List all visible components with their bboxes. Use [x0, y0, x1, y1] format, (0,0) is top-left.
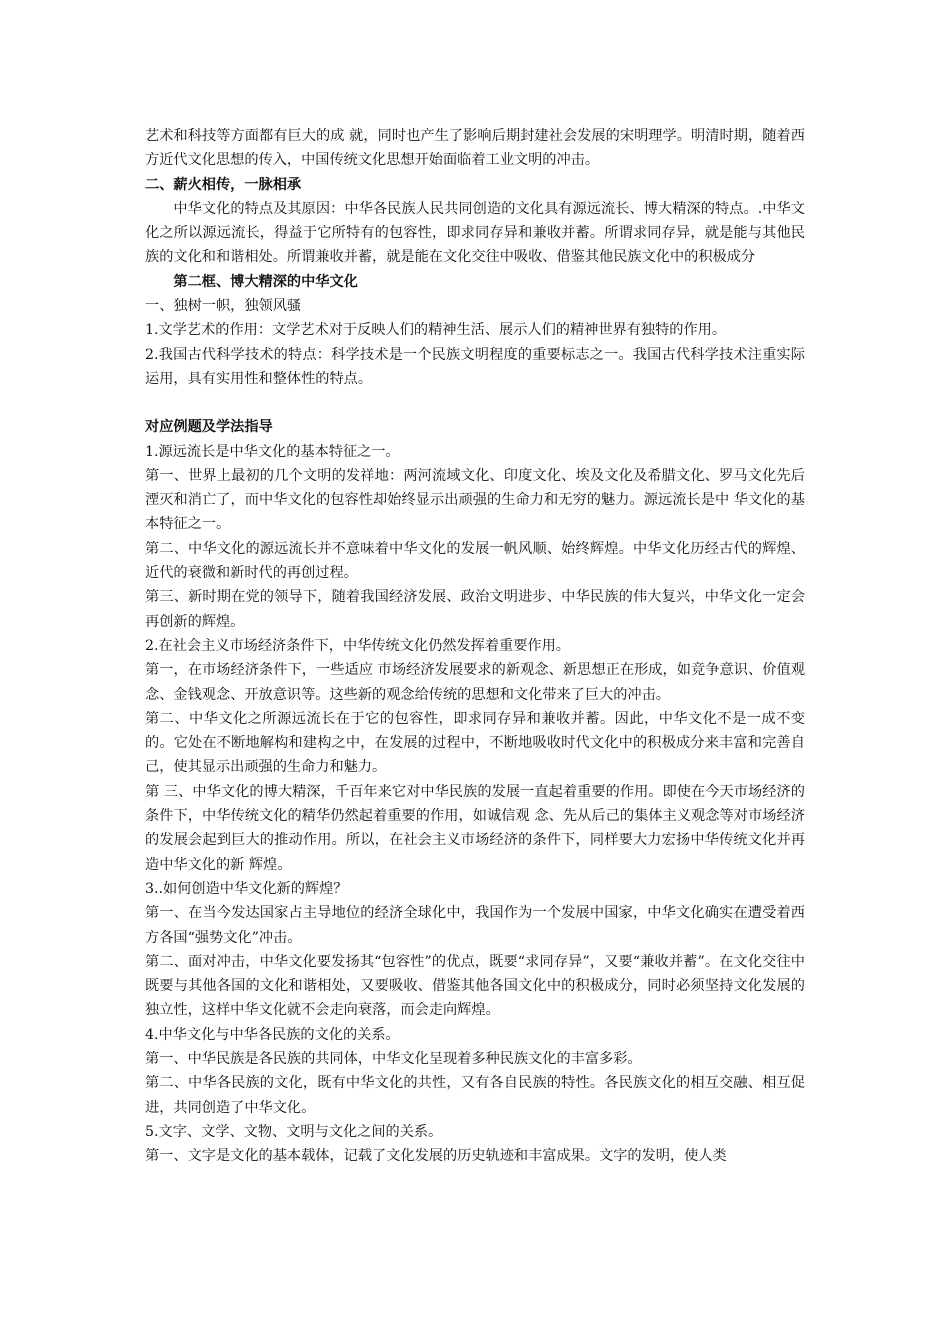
frame2-subheading: 一、独树一帜，独领风骚	[145, 298, 302, 315]
question-3-point-2: 第二、面对冲击，中华文化要发扬其“包容性”的优点，既要“求同存异”，又要“兼收并蓄”。在文化交往中既要与其他各国的文化和谐相处，又要吸收、借鉴其他各国文化中的积极成分，同时必须坚持文化发展的独立性，这样中华文化就不会走向衰落，而会走向辉煌。	[145, 953, 805, 1019]
question-4-point-1: 第一、中华民族是各民族的共同体，中华文化呈现着多种民族文化的丰富多彩。	[145, 1050, 642, 1067]
question-3-point-1: 第一、在当今发达国家占主导地位的经济全球化中，我国作为一个发展中国家，中华文化确实在遭受着西方各国“强势文化”冲击。	[145, 905, 805, 946]
frame2-heading: 第二框、博大精深的中华文化	[173, 273, 358, 290]
section2-paragraph: 中华文化的特点及其原因：中华各民族人民共同创造的文化具有源远流长、博大精深的特点。.中华文化之所以源远流长，得益于它所特有的包容性，即求同存异和兼收并蓄。所谓求同存异，就是能与其他民族的文化和和谐相处。所谓兼收并蓄，就是能在文化交往中吸收、借鉴其他民族文化中的积极成分	[145, 200, 805, 266]
question-2-point-3: 第 三、中华文化的博大精深，千百年来它对中华民族的发展一直起着重要的作用。即使在今天市场经济的条件下，中华传统文化的精华仍然起着重要的作用，如诚信观 念、先从后己的集体主义观念等对市场经济的发展会起到巨大的推动作用。所以，在社会主义市场经济的条件下，同样要大力宏扬中华传统文化并再造中华文化的新 辉煌。	[145, 783, 805, 873]
question-2-point-1: 第一，在市场经济条件下，一些适应 市场经济发展要求的新观念、新思想正在形成，如竞争意识、价值观念、金钱观念、开放意识等。这些新的观念给传统的思想和文化带来了巨大的冲击。	[145, 662, 805, 703]
question-1-point-1: 第一、世界上最初的几个文明的发祥地：两河流域文化、印度文化、埃及文化及希腊文化、罗马文化先后湮灭和消亡了，而中华文化的包容性却始终显示出顽强的生命力和无穷的魅力。源远流长是中 华文化的基本特征之一。	[145, 467, 805, 533]
section2-heading: 二、薪火相传，一脉相承	[145, 176, 302, 193]
frame2-point-2: 2.我国古代科学技术的特点：科学技术是一个民族文明程度的重要标志之一。我国古代科学技术注重实际运用，具有实用性和整体性的特点。	[145, 346, 805, 387]
question-2-title: 2.在社会主义市场经济条件下，中华传统文化仍然发挥着重要作用。	[145, 637, 570, 654]
question-3-title: 3..如何创造中华文化新的辉煌？	[145, 880, 348, 897]
question-5-title: 5.文字、文学、文物、文明与文化之间的关系。	[145, 1123, 443, 1140]
question-1-title: 1.源远流长是中华文化的基本特征之一。	[145, 443, 400, 460]
document-page	[145, 124, 805, 1168]
question-1-point-3: 第三、新时期在党的领导下，随着我国经济发展、政治文明进步、中华民族的伟大复兴，中华文化一定会再创新的辉煌。	[145, 589, 805, 630]
question-5-point-1: 第一、文字是文化的基本载体，记载了文化发展的历史轨迹和丰富成果。文字的发明，使人类	[145, 1148, 727, 1165]
frame2-point-1: 1.文学艺术的作用：文学艺术对于反映人们的精神生活、展示人们的精神世界有独特的作用。	[145, 322, 727, 339]
question-1-point-2: 第二、中华文化的源远流长并不意味着中华文化的发展一帆风顺、始终辉煌。中华文化历经古代的辉煌、近代的衰微和新时代的再创过程。	[145, 540, 805, 582]
intro-paragraph: 艺术和科技等方面都有巨大的成 就，同时也产生了影响后期封建社会发展的宋明理学。明清时期，随着西方近代文化思想的传入，中国传统文化思想开始面临着工业文明的冲击。	[145, 128, 805, 169]
blank-line	[145, 391, 805, 415]
question-2-point-2: 第二、中华文化之所源远流长在于它的包容性，即求同存异和兼收并蓄。因此，中华文化不是一成不变的。它处在不断地解构和建构之中，在发展的过程中，不断地吸收时代文化中的积极成分来丰富和完善自己，使其显示出顽强的生命力和魅力。	[145, 710, 805, 776]
question-4-point-2: 第二、中华各民族的文化，既有中华文化的共性，又有各自民族的特性。各民族文化的相互交融、相互促进，共同创造了中华文化。	[145, 1075, 805, 1116]
examples-heading: 对应例题及学法指导	[145, 419, 273, 436]
question-4-title: 4.中华文化与中华各民族的文化的关系。	[145, 1026, 400, 1043]
